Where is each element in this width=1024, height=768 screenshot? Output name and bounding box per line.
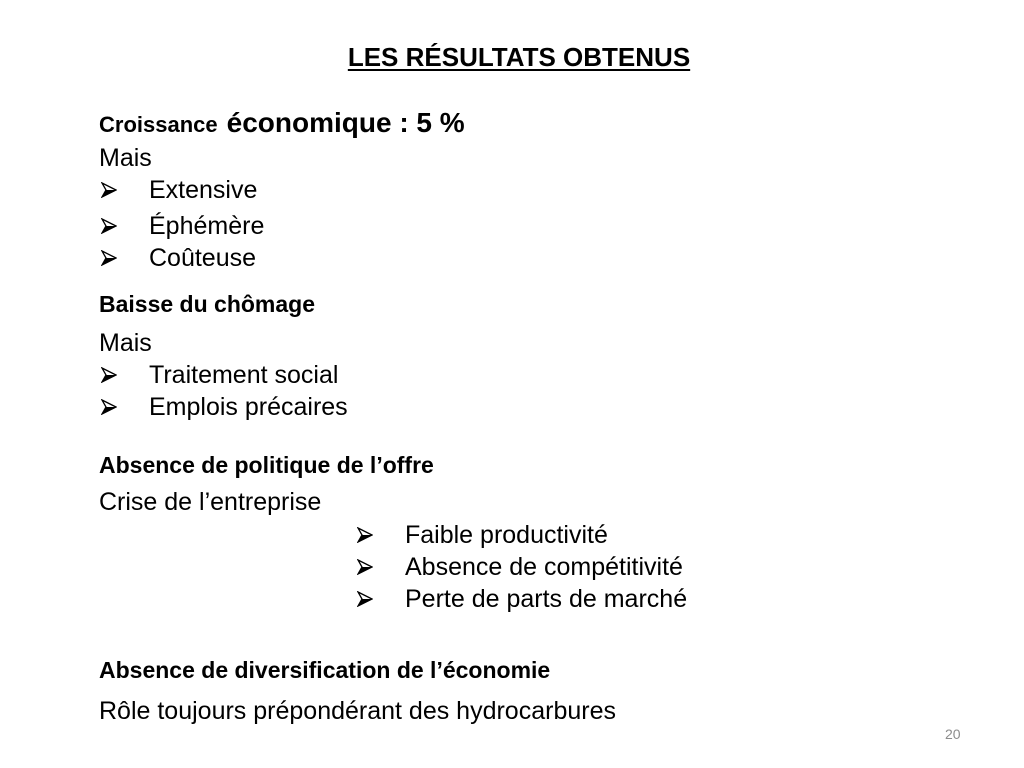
- diversification-heading: Absence de diversification de l’économie: [99, 657, 551, 683]
- diversification-text: Rôle toujours prépondérant des hydrocarbures: [99, 697, 616, 725]
- supply-policy-bullet-label: Faible productivité: [405, 521, 608, 549]
- arrow-bullet-icon: [357, 559, 373, 575]
- arrow-bullet-icon: [101, 218, 117, 234]
- arrow-bullet-icon: [101, 399, 117, 415]
- arrow-bullet-icon: [101, 250, 117, 266]
- slide-title-text: LES RÉSULTATS OBTENUS: [347, 42, 691, 72]
- unemployment-bullet-label: Traitement social: [149, 361, 339, 389]
- arrow-bullet-icon: [357, 527, 373, 543]
- unemployment-bullet-label: Emplois précaires: [149, 393, 348, 421]
- supply-policy-bullet-item: [357, 552, 683, 582]
- growth-heading-part2: économique : 5 %: [226, 107, 465, 138]
- growth-heading: [99, 106, 465, 145]
- supply-policy-bullet-item: [357, 584, 687, 614]
- growth-bullet-label: Coûteuse: [149, 244, 257, 272]
- unemployment-heading: Baisse du chômage: [99, 291, 316, 317]
- growth-connector: Mais: [99, 144, 152, 172]
- supply-policy-bullet-label: Absence de compétitivité: [405, 553, 683, 581]
- growth-bullet-label: Éphémère: [149, 212, 265, 240]
- unemployment-bullet-item: [101, 360, 338, 390]
- growth-heading-part1: Croissance: [99, 112, 218, 137]
- arrow-bullet-icon: [101, 182, 117, 198]
- unemployment-bullet-item: [101, 392, 348, 422]
- growth-bullet-item: [101, 243, 256, 273]
- growth-bullet-item: [101, 211, 264, 241]
- slide-title: [14, 41, 1024, 73]
- supply-policy-heading: Absence de politique de l’offre: [99, 452, 434, 478]
- growth-bullet-label: Extensive: [149, 176, 258, 204]
- arrow-bullet-icon: [101, 367, 117, 383]
- unemployment-connector: Mais: [99, 329, 152, 357]
- growth-bullet-item: [101, 175, 257, 205]
- page-number: 20: [945, 726, 961, 742]
- supply-policy-text: Crise de l’entreprise: [99, 488, 322, 516]
- arrow-bullet-icon: [357, 591, 373, 607]
- supply-policy-bullet-label: Perte de parts de marché: [405, 585, 688, 613]
- supply-policy-bullet-item: [357, 520, 608, 550]
